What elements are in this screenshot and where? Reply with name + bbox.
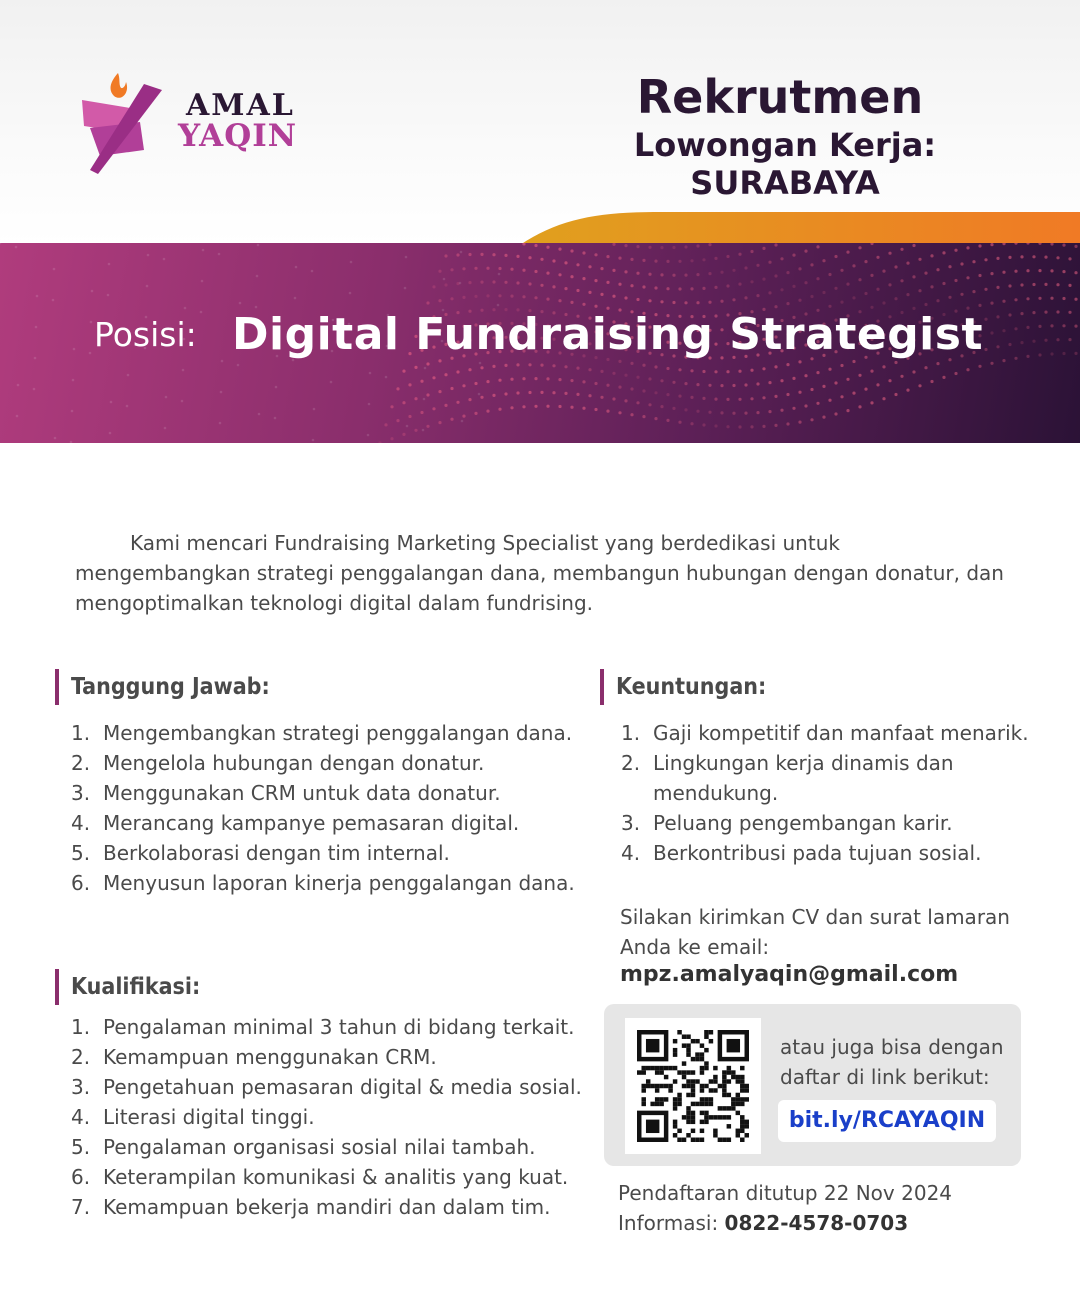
list-item: 1. Pengalaman minimal 3 tahun di bidang terkait. [71,1015,575,1039]
list-item: 7. Kemampuan bekerja mandiri dan dalam tim. [71,1195,551,1219]
list-item: 3. Pengetahuan pemasaran digital & media sosial. [71,1075,582,1099]
qr-instructions: atau juga bisa dengan daftar di link berikut: [780,1035,1004,1089]
list-item: 2. Lingkungan kerja dinamis dan mendukung. [621,751,954,805]
qualifications-list [71,1012,591,1222]
cv-instructions: Silakan kirimkan CV dan surat lamaran Anda ke email: [620,905,1010,959]
list-item: 2. Kemampuan menggunakan CRM. [71,1045,437,1069]
list-item: 4. Literasi digital tinggi. [71,1105,315,1129]
contact-phone[interactable]: 0822-4578-0703 [724,1211,909,1235]
list-item: 3. Menggunakan CRM untuk data donatur. [71,781,501,805]
qr-panel [604,1004,1021,1166]
registration-link[interactable]: bit.ly/RCAYAQIN [778,1100,996,1142]
recruitment-title: Rekrutmen [636,70,924,124]
list-item: 4. Merancang kampanye pemasaran digital. [71,811,520,835]
brand-name-line2: YAQIN [178,118,298,154]
registration-deadline: Pendaftaran ditutup 22 Nov 2024 [618,1181,953,1205]
position-label: Posisi: [94,315,197,354]
list-item: 1. Gaji kompetitif dan manfaat menarik. [621,721,1029,745]
intro-paragraph: Kami mencari Fundraising Marketing Specialist yang berdedikasi untuk mengembangkan strategi penggalangan dana, membangun hubungan dengan donatur, dan mengoptimalkan teknologi digital dalam fundrising. [75,531,1004,615]
list-item: 5. Berkolaborasi dengan tim internal. [71,841,450,865]
list-item: 5. Pengalaman organisasi sosial nilai tambah. [71,1135,536,1159]
info-label: Informasi: [618,1211,719,1235]
position-title: Digital Fundraising Strategist [232,309,983,360]
list-item: 2. Mengelola hubungan dengan donatur. [71,751,485,775]
benefits-heading: Keuntungan: [600,669,766,705]
job-location-subtitle: Lowongan Kerja: SURABAYA [633,126,937,202]
brand-name-line1: AMAL [186,88,295,123]
qr-code-icon [637,1030,749,1142]
list-item: 4. Berkontribusi pada tujuan sosial. [621,841,982,865]
position-banner [0,243,1080,443]
benefits-list [621,718,1031,868]
amal-yaqin-logo [78,70,308,180]
responsibilities-list [71,718,591,898]
list-item: 3. Peluang pengembangan karir. [621,811,953,835]
responsibilities-heading: Tanggung Jawab: [55,669,270,705]
list-item: 6. Keterampilan komunikasi & analitis yang kuat. [71,1165,569,1189]
qr-code[interactable] [625,1018,761,1154]
list-item: 6. Menyusun laporan kinerja penggalangan dana. [71,871,575,895]
list-item: 1. Mengembangkan strategi penggalangan dana. [71,721,573,745]
contact-info [618,1208,908,1238]
qualifications-heading: Kualifikasi: [55,969,200,1005]
application-email[interactable]: mpz.amalyaqin@gmail.com [620,962,959,987]
amal-yaqin-logo-icon [78,70,178,180]
